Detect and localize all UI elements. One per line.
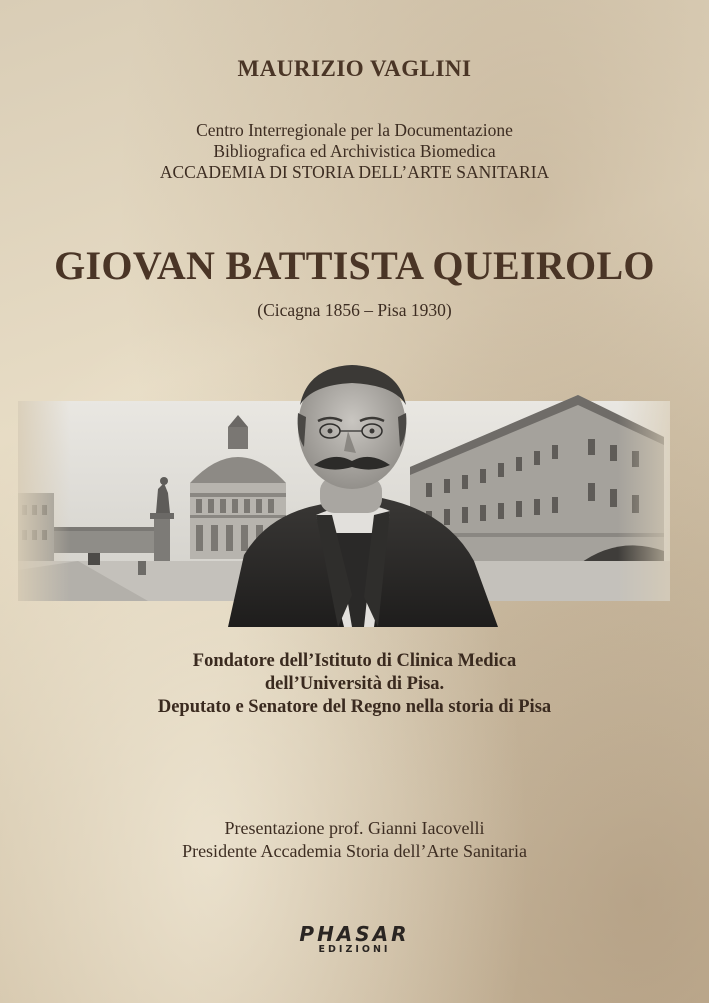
subtitle-line: Deputato e Senatore del Regno nella storia di Pisa	[157, 697, 552, 717]
author-name: MAURIZIO VAGLINI	[237, 56, 472, 81]
publisher-subtitle: EDIZIONI	[318, 944, 391, 955]
publisher-name: PHASAR	[299, 922, 410, 946]
subtitle-line: dell’Università di Pisa.	[264, 674, 445, 694]
subtitle-block	[0, 650, 709, 719]
life-dates: (Cicagna 1856 – Pisa 1930)	[257, 300, 452, 320]
cover-photo-collage	[18, 365, 670, 627]
institution-block	[0, 120, 709, 183]
subtitle-line: Fondatore dell’Istituto di Clinica Medica	[192, 651, 517, 671]
institution-line: Centro Interregionale per la Documentazione	[196, 120, 513, 140]
presentation-line: Presidente Accademia Storia dell’Arte Sanitaria	[182, 841, 527, 861]
presentation-block	[0, 817, 709, 863]
presentation-line: Presentazione prof. Gianni Iacovelli	[224, 818, 485, 838]
institution-line: Bibliografica ed Archivistica Biomedica	[213, 141, 496, 161]
book-title: GIOVAN BATTISTA QUEIROLO	[54, 243, 655, 288]
institution-line: ACCADEMIA DI STORIA DELL’ARTE SANITARIA	[159, 162, 550, 182]
publisher-logo	[0, 924, 709, 955]
